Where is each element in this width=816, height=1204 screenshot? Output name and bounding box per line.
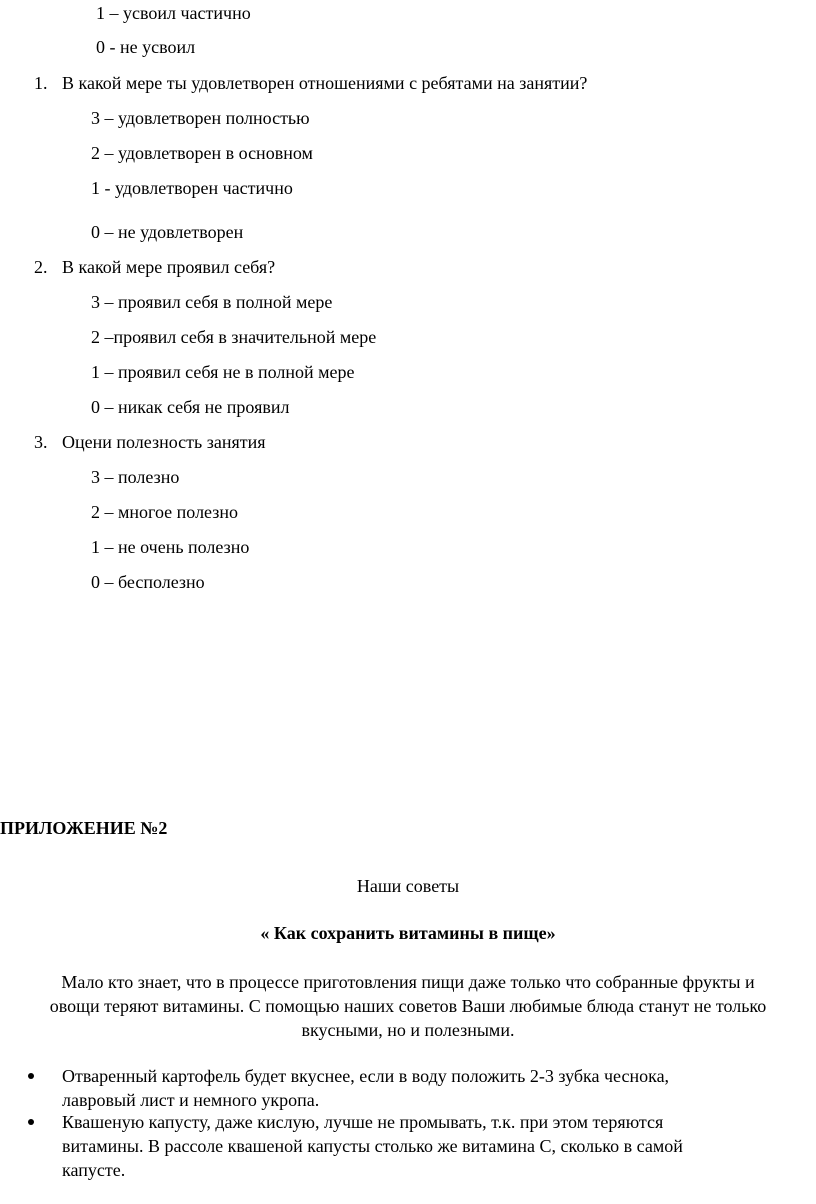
question-number: 3. — [34, 432, 48, 452]
answer-option: 2 –проявил себя в значительной мере — [91, 327, 377, 347]
list-item-line: витамины. В рассоле квашеной капусты столько же витамина С, сколько в самой — [62, 1136, 683, 1156]
answer-option: 1 – проявил себя не в полной мере — [91, 362, 355, 382]
intro-line: овощи теряют витамины. С помощью наших советов Ваши любимые блюда станут не только — [49, 996, 767, 1016]
list-item-line: лавровый лист и немного укропа. — [62, 1090, 320, 1110]
question-number: 2. — [34, 257, 48, 277]
appendix-title: « Как сохранить витамины в пище» — [260, 923, 556, 943]
appendix-heading: ПРИЛОЖЕНИЕ №2 — [0, 818, 168, 838]
list-item-line: Отваренный картофель будет вкуснее, если в воду положить 2-3 зубка чеснока, — [62, 1066, 670, 1086]
answer-option: 0 - не усвоил — [96, 37, 196, 57]
answer-option: 3 – удовлетворен полностью — [91, 108, 310, 128]
answer-option: 1 – усвоил частично — [96, 3, 251, 23]
answer-option: 3 – полезно — [91, 467, 180, 487]
intro-line: Мало кто знает, что в процессе приготовления пищи даже только что собранные фрукты и — [61, 972, 755, 992]
question-number: 1. — [34, 73, 48, 93]
answer-option: 3 – проявил себя в полной мере — [91, 292, 333, 312]
bullet-icon — [28, 1073, 34, 1079]
list-item-line: капусте. — [62, 1160, 126, 1180]
answer-option: 2 – многое полезно — [91, 502, 238, 522]
appendix-subtitle: Наши советы — [356, 876, 460, 896]
answer-option: 0 – не удовлетворен — [91, 222, 244, 242]
question-text: В какой мере проявил себя? — [62, 257, 276, 277]
intro-line: вкусными, но и полезными. — [301, 1020, 515, 1040]
bullet-icon — [28, 1119, 34, 1125]
answer-option: 0 – никак себя не проявил — [91, 397, 290, 417]
answer-option: 2 – удовлетворен в основном — [91, 143, 313, 163]
answer-option: 1 - удовлетворен частично — [91, 178, 293, 198]
question-text: В какой мере ты удовлетворен отношениями с ребятами на занятии? — [62, 73, 588, 93]
answer-option: 0 – бесполезно — [91, 572, 205, 592]
question-text: Оцени полезность занятия — [62, 432, 266, 452]
answer-option: 1 – не очень полезно — [91, 537, 250, 557]
list-item-line: Квашеную капусту, даже кислую, лучше не промывать, т.к. при этом теряются — [62, 1112, 664, 1132]
